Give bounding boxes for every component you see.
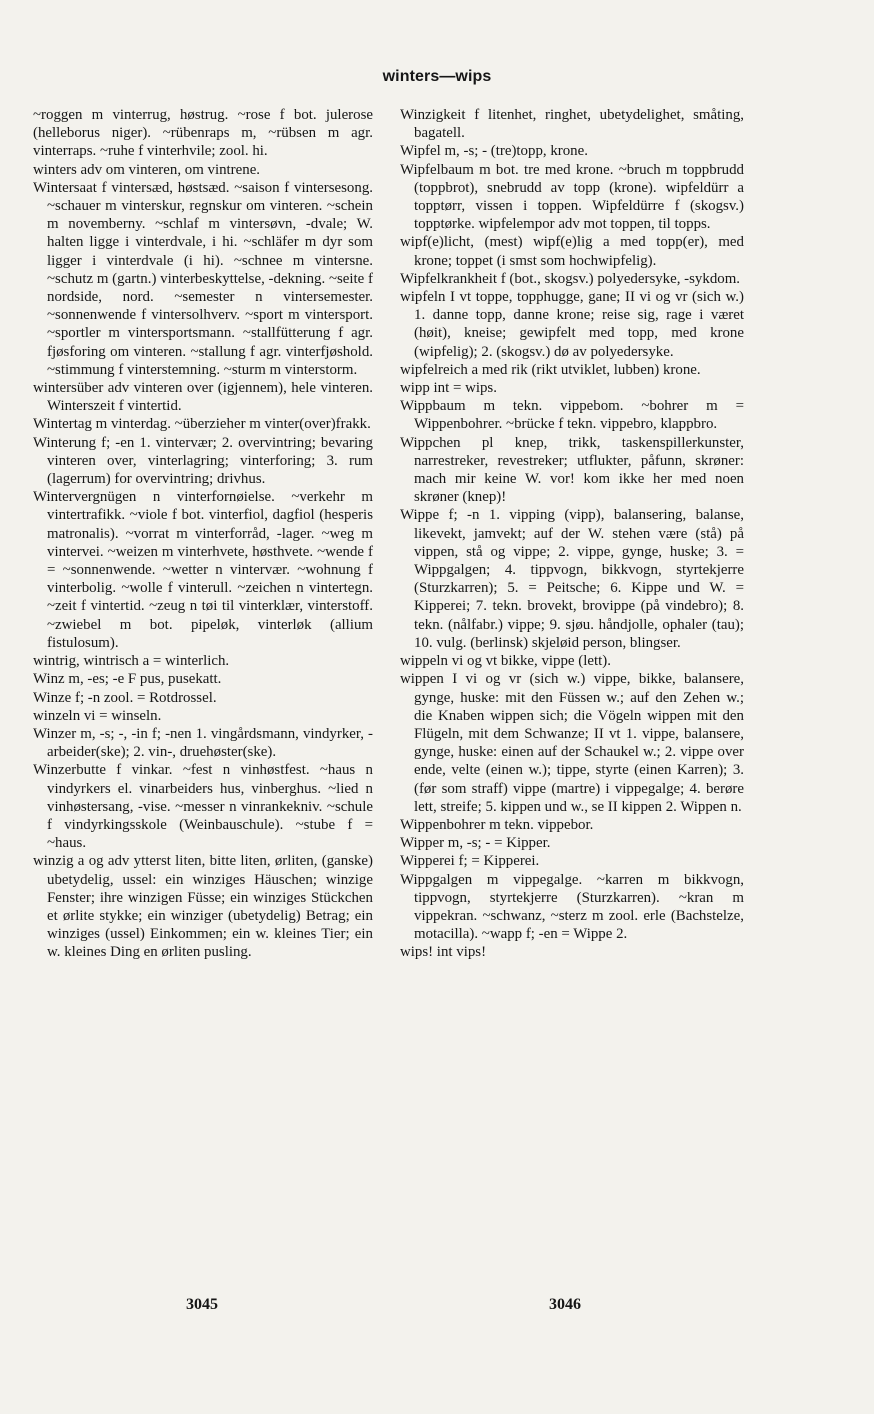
dictionary-entry: wintrig, wintrisch a = winterlich.	[33, 653, 230, 670]
dictionary-entry: Wipfel m, -s; - (tre)topp, krone.	[400, 143, 588, 160]
dictionary-entry: wippen I vi og vr (sich w.) vippe, bikke, balansere, gynge, huske: mit den Füssen w.; auf den Zehen w.; die Knaben wippen sich; die Vögeln wippen mit den Flügeln, mit dem Schwanze; II vt 1. vippe, balansere, gynge, huske: einen auf der Schaukel w.; 2. vippe over ende, velte (einen w.); tippe, styrte (einen Karren); 3. (før som straff) vippe (martre) i vippegalge; 4. berøre lett, streife; 5. kippen und w., se II kippen 2. Wippen n.	[400, 671, 744, 815]
dictionary-entry: Winzigkeit f litenhet, ringhet, ubetydelighet, småting, bagatell.	[400, 107, 744, 142]
right-column	[400, 106, 744, 962]
dictionary-entry: Winzer m, -s; -, -in f; -nen 1. vingårdsmann, vindyrker, -arbeider(ske); 2. vin-, druehøster(ske).	[33, 725, 373, 761]
dictionary-entry: Wippe f; -n 1. vipping (vipp), balansering, balanse, likevekt, jamvekt; auf der W. stehen være (stå) på vippen, stå og vippe; 2. vippe, gynge, huske; 3. = Wippgalgen; 4. tippvogn, bikkvogn, styrtekjerre (Sturzkarren); 5. = Peitsche; 6. Kippe und W. = Kipperei; 7. tekn. brovekt, brovippe (på vindebro); 8. tekn. (nålfabr.) vippe; 9. sjøu. håndjolle, ophaler (tau); 10. vulg. (berlinsk) skjeløid person, blingser.	[400, 507, 744, 651]
dictionary-entry: Wintersaat f vintersæd, høstsæd. ~saison f vintersesong. ~schauer m vinterskur, regnskur om vinteren. ~schein m novemberny. ~schlaf m vintersøvn, -dvale; W. halten ligge i vinterdvale, i hi. ~schläfer m dyr som ligger i vinterdvale (i hi). ~schnee m vintersne. ~schutz m (gartn.) vinterbeskyttelse, -dekning. ~seite f nordside, nord. ~semester n vintersemester. ~sonnenwende f vintersolhverv. ~sport m vintersport. ~sportler m vintersportsmann. ~stallfütterung f agr. fjøsforing om vinteren. ~stallung f agr. vinterfjøshold. ~stimmung f vinterstemning. ~sturm m vinterstorm.	[33, 179, 373, 378]
dictionary-entry: Wipper m, -s; - = Kipper.	[400, 835, 551, 852]
dictionary-entry: Wintertag m vinterdag. ~überzieher m vinter(over)frakk.	[33, 416, 371, 433]
dictionary-entry: Wippgalgen m vippegalge. ~karren m bikkvogn, tippvogn, styrtekjerre (Sturzkarren). ~kran m vippekran. ~schwanz, ~sterz m zool. erle (Bachstelze, motacilla). ~wapp f; -en = Wippe 2.	[400, 871, 744, 943]
page-header: winters—wips	[382, 68, 492, 85]
dictionary-entry: wipfeln I vt toppe, topphugge, gane; II vi og vr (sich w.) 1. danne topp, danne krone; reise sig, rage i været (høit), kneise; gewipfelt med topp, med krone (wipfelig); 2. (skogsv.) dø av polyedersyke.	[400, 289, 744, 360]
dictionary-entry: Wipfelbaum m bot. tre med krone. ~bruch m toppbrudd (toppbrot), snebrudd av topp (krone). wipfeldürr a topptørr, vissen i toppen. Wipfeldürre f (skogsv.) topptørke. wipfelempor adv mot toppen, til topps.	[400, 161, 744, 233]
dictionary-entry: Winterung f; -en 1. vintervær; 2. overvintring; bevaring vinteren over, vinterlagring; vinterforing; 3. rum (lagerrum) for overvintring; drivhus.	[33, 434, 373, 488]
page-number-right: 3046	[549, 1296, 581, 1313]
dictionary-entry: winters adv om vinteren, om vintrene.	[33, 161, 261, 178]
dictionary-entry: Wintervergnügen n vinterfornøielse. ~verkehr m vintertrafikk. ~viole f bot. vinterfiol, dagfiol (hesperis matronalis). ~vorrat m vinterforråd, -lager. ~weg m vintervei. ~weizen m vinterhvete, høsthvete. ~wende f = ~sonnenwende. ~wetter n vintervær. ~wohnung f vinterbolig. ~wolle f vinterull. ~zeichen n vintertegn. ~zeit f vintertid. ~zeug n tøi til vinterklær, vinterstoff. ~zwiebel m bot. pipeløk, vinterløk (allium fistulosum).	[33, 489, 373, 651]
dictionary-entry: ~roggen m vinterrug, høstrug. ~rose f bot. julerose (helleborus niger). ~rübenraps m, ~rübsen m agr. vinterraps. ~ruhe f vinterhvile; zool. hi.	[33, 107, 373, 160]
dictionary-entry: wintersüber adv vinteren over (igjennem), hele vinteren. Winterszeit f vintertid.	[33, 380, 373, 415]
dictionary-entry: winzig a og adv ytterst liten, bitte liten, ørliten, (ganske) ubetydelig, ussel: ein winziges Häuschen; winzige Fenster; ihre winzigen Füsse; ein winziges Stückchen et ørlite stykke; ein winziger (ubetydelig) Betrag; ein winziges (ussel) Einkommen; ein w. kleines Tier; ein w. kleines Ding en ørliten pusling.	[33, 853, 373, 961]
dictionary-entry: Wippchen pl knep, trikk, taskenspillerkunster, narrestreker, revestreker; utflukter, påfunn, skrøner: mach mir keine W. vor! kom ikke her med noen skrøner (knep)!	[400, 434, 744, 506]
dictionary-entry: Wipfelkrankheit f (bot., skogsv.) polyedersyke, -sykdom.	[400, 270, 741, 287]
dictionary-entry: winzeln vi = winseln.	[33, 707, 162, 724]
dictionary-entry: Wipperei f; = Kipperei.	[400, 853, 540, 870]
dictionary-entry: Winz m, -es; -e F pus, pusekatt.	[33, 671, 222, 688]
dictionary-entry: Wippbaum m tekn. vippebom. ~bohrer m = Wippenbohrer. ~brücke f tekn. vippebro, klappbro.	[400, 398, 744, 433]
left-column	[33, 106, 373, 962]
dictionary-entry: Winze f; -n zool. = Rotdrossel.	[33, 689, 217, 706]
page-number-left: 3045	[186, 1296, 218, 1313]
dictionary-entry: wipf(e)licht, (mest) wipf(e)lig a med topp(er), med krone; toppet (i smst som hochwipfelig).	[400, 234, 744, 269]
dictionary-entry: wips! int vips!	[400, 944, 487, 961]
dictionary-entry: Wippenbohrer m tekn. vippebor.	[400, 816, 594, 833]
dictionary-entry: wipp int = wips.	[400, 380, 497, 397]
dictionary-entry: Winzerbutte f vinkar. ~fest n vinhøstfest. ~haus n vindyrkers el. vinarbeiders hus, vinberghus. ~lied n vinhøstersang, -vise. ~messer n vinrankekniv. ~schule f vindyrkingsskole (Weinbauschule). ~stube f = ~haus.	[33, 762, 373, 852]
dictionary-entry: wippeln vi og vt bikke, vippe (lett).	[400, 653, 611, 670]
dictionary-entry: wipfelreich a med rik (rikt utviklet, lubben) krone.	[400, 361, 701, 378]
